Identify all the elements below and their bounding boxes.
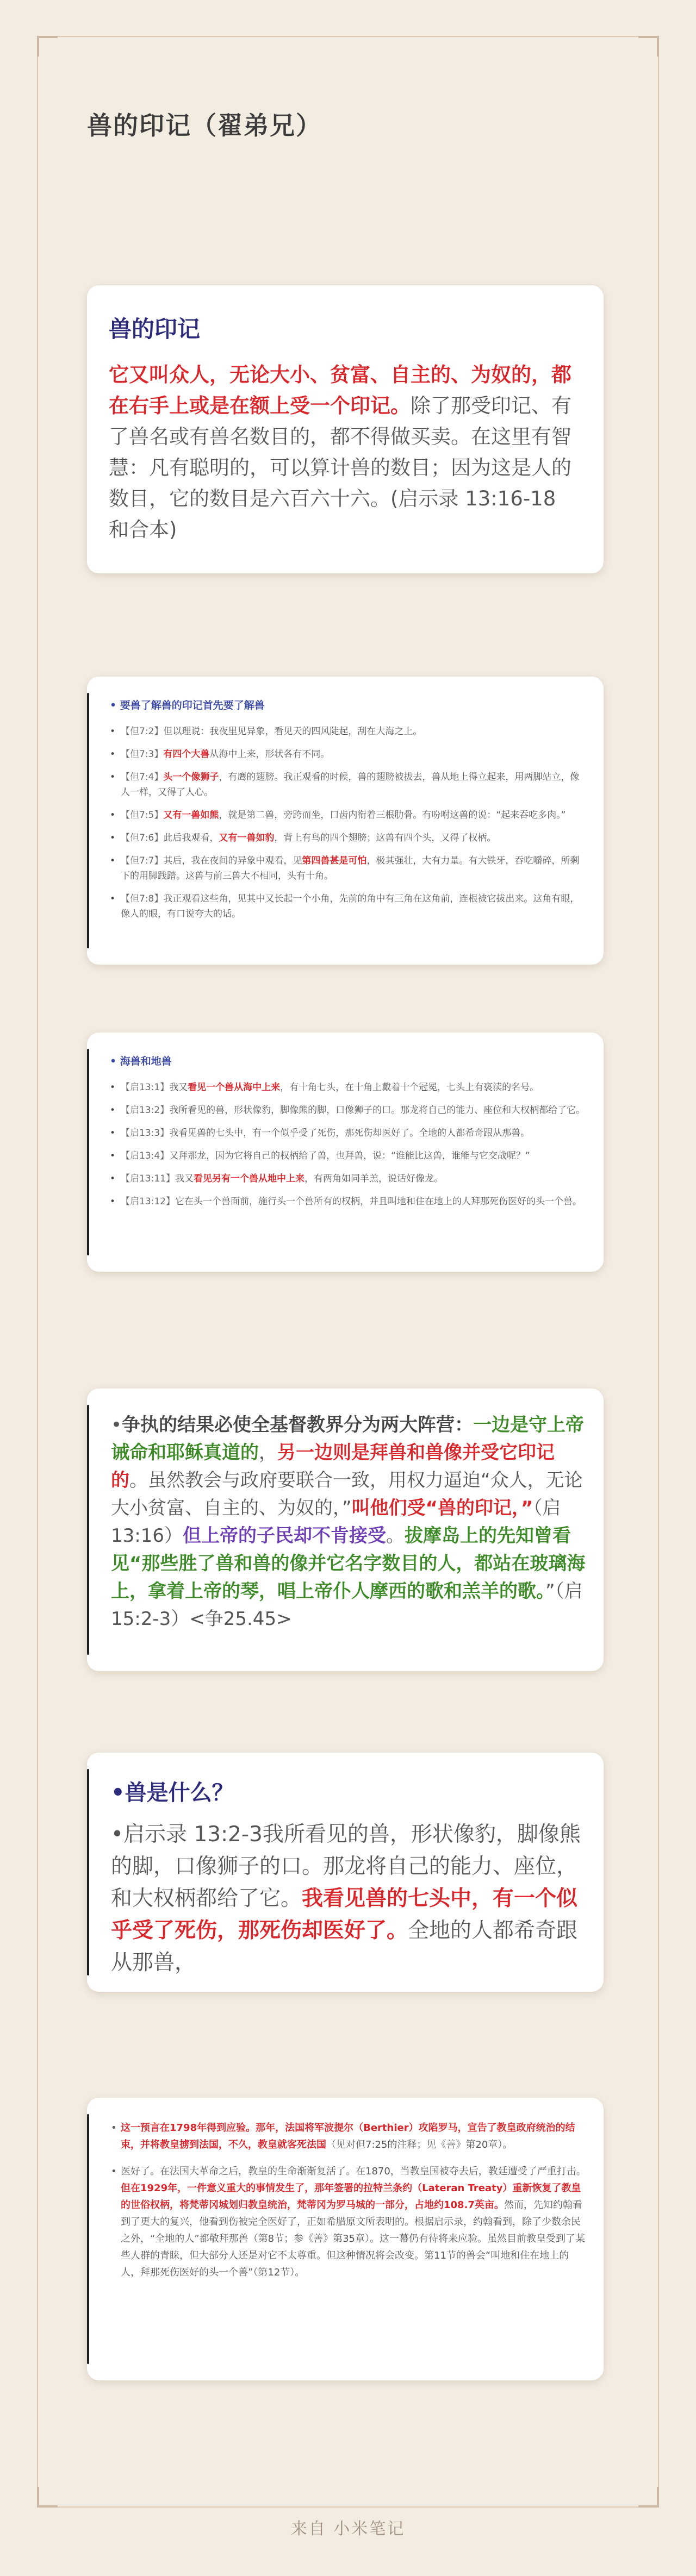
- image-card-daniel-beasts[interactable]: [87, 677, 604, 965]
- card-body: [109, 359, 582, 545]
- bullet-dot: •: [110, 699, 120, 711]
- verse-text: 我所看见的兽，形状像豹，脚像熊的脚，口像狮子的口。那龙将自己的能力、座位和大权柄都给了它。: [169, 1105, 586, 1116]
- verse-text: 此后我观看，: [163, 833, 219, 843]
- verse-text: ，有十角七头，在十角上戴着十个冠冕，七头上有亵渎的名号。: [280, 1082, 539, 1093]
- image-card-prophecy-fulfilled[interactable]: [87, 2098, 604, 2380]
- verse-text: 其后，我在夜间的异象中观看，见: [163, 855, 302, 866]
- highlight-text: “那些胜了兽和兽的像并它名字数目的人，都站在玻璃海上，拿着上帝的琴，唱上帝仆人摩西的歌和羔羊的歌。: [111, 1553, 586, 1602]
- verse-text: 我又: [175, 1173, 194, 1184]
- bullet-dot: •: [110, 855, 116, 866]
- bullet-dot: •: [110, 1173, 116, 1184]
- verse-line: [110, 891, 587, 922]
- bullet-dot: •: [110, 810, 116, 821]
- body-text: •启示录 13:2-3我所看见的兽，形状像豹，脚像熊的脚，口像狮子的口。那龙将自己的能力、座位，和大权柄都给了它。: [111, 1822, 581, 1911]
- verse-line: [110, 830, 587, 846]
- card-left-bar: [87, 693, 89, 948]
- body-text: 然而，先知约翰看到了更大的复兴，他看到伤被完全医好了，正如希腊原文所表明的。根据启示录，约翰看到，除了少数余民之外，“全地的人”都敬拜那兽（第8节；参《善》第35章）。这一幕仍有待将来应验。虽然目前教皇受到了某些人群的青睐，但大部分人还是对它不太尊重。但这种情况将会改变。第11节的兽会“叫地和住在地上的人，拜那死伤医好的头一个兽”（第12节）。: [121, 2199, 586, 2278]
- bullet-dot: •: [111, 2122, 117, 2134]
- image-card-what-is-beast[interactable]: [87, 1753, 604, 1992]
- paragraph: [111, 2163, 587, 2281]
- body-text: 医好了。在法国大革命之后，教皇的生命渐渐复活了。在1870，当教皇国被夺去后，教廷遭受了严重打击。: [121, 2166, 586, 2177]
- verse-highlight: 看见另有一个兽从地中上来: [194, 1173, 304, 1184]
- bullet-dot: •: [110, 1082, 116, 1093]
- verse-line: [110, 1080, 587, 1095]
- verse-line: [110, 724, 587, 739]
- verse-line: [110, 1194, 587, 1209]
- verse-list: [110, 724, 587, 922]
- bullet-dot: •: [110, 1055, 120, 1067]
- verse-text: 它在头一个兽面前，施行头一个兽所有的权柄，并且叫地和住在地上的人拜那死伤医好的头一个兽。: [175, 1196, 582, 1207]
- verse-text: ，就是第二兽，旁跨而坐，口齿内衔着三根肋骨。有吩咐这兽的说：“起来吞吃多肉。”: [219, 810, 566, 821]
- verse-text: 但以理说：我夜里见异象，看见天的四风陡起，刮在大海之上。: [163, 726, 422, 737]
- verse-highlight: 头一个像狮子: [163, 772, 219, 783]
- frame-corner-ornament: [638, 36, 659, 57]
- verse-line: [110, 1171, 587, 1186]
- verse-list: [110, 1080, 587, 1209]
- bullet-dot: •: [110, 1196, 116, 1207]
- verse-ref: 【但7:2】: [121, 726, 164, 737]
- verse-ref: 【启13:1】: [121, 1082, 170, 1093]
- verse-ref: 【但7:4】: [121, 772, 164, 783]
- body-text: （见对但7:25的注释；见《善》第20章）。: [326, 2139, 513, 2150]
- bullet-dot: •: [110, 726, 116, 737]
- body-text: 争执的结果必使全基督教界分为两大阵营：: [122, 1414, 474, 1436]
- verse-text: ，有鹰的翅膀。我正观看的时候，兽的翅膀被拔去，兽从地上得立起来，用两脚站立，像人一样，又得了人心。: [121, 772, 580, 798]
- verse-text: 从海中上来，形状各有不同。: [209, 749, 330, 760]
- verse-line: [110, 808, 587, 823]
- section-title: [110, 1053, 587, 1068]
- verse-line: [110, 770, 587, 800]
- verse-highlight: 有四个大兽: [163, 749, 210, 760]
- verse-line: [110, 853, 587, 884]
- body-text: 全地的人都希奇跟从那兽，: [111, 1918, 578, 1975]
- verse-ref: 【启13:4】: [121, 1151, 170, 1161]
- bullet-dot: •: [110, 749, 116, 760]
- section-title-text: 要兽了解兽的印记首先要了解兽: [120, 699, 265, 711]
- image-card-two-camps[interactable]: [87, 1389, 604, 1671]
- verse-text: ，有两角如同羊羔，说话好像龙。: [304, 1173, 443, 1184]
- verse-highlight: 第四兽甚是可怕: [302, 855, 367, 866]
- highlight-text: 一边是守上帝诫命和耶稣真道的: [111, 1414, 585, 1464]
- card-heading: 兽的印记: [109, 316, 201, 342]
- card-left-bar: [87, 1405, 89, 1655]
- card-left-bar: [87, 2114, 89, 2364]
- section-title-text: 海兽和地兽: [120, 1055, 172, 1067]
- section-title: [110, 697, 587, 712]
- frame-corner-ornament: [37, 2487, 58, 2508]
- verse-ref: 【启13:12】: [121, 1196, 175, 1207]
- highlight-text: 但上帝的子民却不肯接受: [182, 1525, 386, 1547]
- paragraph: [111, 2119, 587, 2153]
- verse-text: ，极其强壮，大有力量。有大铁牙，吞吃嚼碎，所剩下的用脚践踏。这兽与前三兽大不相同，头有十角。: [121, 855, 580, 881]
- verse-ref: 【但7:7】: [121, 855, 164, 866]
- verse-text: 我又: [169, 1082, 188, 1093]
- verse-highlight: 又有一兽如熊: [163, 810, 219, 821]
- highlight-text: 拔摩岛上的先知曾看见: [111, 1525, 571, 1574]
- verse-ref: 【启13:11】: [121, 1173, 175, 1184]
- verse-ref: 【但7:3】: [121, 749, 164, 760]
- highlight-text: 另一边则是拜兽和兽像并受它印记的: [111, 1442, 555, 1491]
- page-title: 兽的印记（翟弟兄）: [87, 111, 322, 140]
- bullet-dot: •: [110, 893, 116, 904]
- verse-line: [110, 1148, 587, 1164]
- card-body: [111, 1411, 587, 1633]
- bullet-dot: •: [110, 1151, 116, 1161]
- verse-ref: 【启13:3】: [121, 1128, 170, 1139]
- highlight-text: 但在1929年，一件意义重大的事情发生了，那年签署的拉特兰条约（Lateran Treaty）重新恢复了教皇的世俗权柄，将梵蒂冈城划归教皇统治，梵蒂冈为罗马城的一部分，占地约108.7英亩。: [121, 2183, 581, 2211]
- body-text: 除了那受印记、有了兽名或有兽名数目的，都不得做买卖。在这里有智慧：凡有聪明的，可以算计兽的数目；因为这是人的数目，它的数目是六百六十六。(启示录 13:16-18 和合本): [109, 394, 571, 541]
- highlight-text: 我看见兽的七头中，有一个似乎受了死伤，那死伤却医好了。: [111, 1886, 578, 1943]
- highlight-text: 这一预言在1798年得到应验。那年，法国将军波提尔（Berthier）攻陷罗马，宣告了教皇政府统治的结束，并将教皇掳到法国，不久，教皇就客死法国: [121, 2122, 575, 2150]
- body-text: ”（启15:2-3）<争25.45>: [111, 1580, 583, 1630]
- bullet-dot: •: [111, 1414, 122, 1436]
- body-text: ，: [259, 1442, 277, 1464]
- bullet-dot: •: [111, 2166, 117, 2177]
- image-card-sea-land-beast[interactable]: [87, 1033, 604, 1272]
- verse-ref: 【但7:8】: [121, 893, 164, 904]
- verse-ref: 【但7:6】: [121, 833, 164, 843]
- verse-text: 我正观看这些角，见其中又长起一个小角，先前的角中有三角在这角前，连根被它拔出来。这角有眼，像人的眼，有口说夸大的话。: [121, 893, 580, 920]
- bullet-dot: •: [110, 1128, 116, 1139]
- image-card-mark-of-beast[interactable]: [87, 285, 604, 573]
- verse-text: ，背上有鸟的四个翅膀；这兽有四个头，又得了权柄。: [274, 833, 496, 843]
- card-body: [111, 1818, 584, 1979]
- highlight-text: 它又叫众人，无论大小、贫富、自主的、为奴的，都在右手上或是在额上受一个印记。: [109, 363, 571, 417]
- verse-ref: 【启13:2】: [121, 1105, 170, 1116]
- card-heading: •兽是什么？: [111, 1780, 234, 1805]
- bullet-dot: •: [110, 1105, 116, 1116]
- frame-corner-ornament: [638, 2487, 659, 2508]
- body-text: 。: [386, 1525, 405, 1547]
- card-left-bar: [87, 1049, 89, 1255]
- verse-line: [110, 1103, 587, 1118]
- verse-text: 又拜那龙，因为它将自己的权柄给了兽，也拜兽，说：“谁能比这兽，谁能与它交战呢？”: [169, 1151, 530, 1161]
- frame-corner-ornament: [37, 36, 58, 57]
- body-text: 。虽然教会与政府要联合一致，用权力逼迫“众人，无论大小贫富、自主的、为奴的，”: [111, 1470, 583, 1519]
- verse-highlight: 又有一兽如豹: [219, 833, 275, 843]
- highlight-text: 叫他们受“兽的印记，”: [351, 1497, 533, 1519]
- verse-line: [110, 1126, 587, 1141]
- body-text: （启13:16）: [111, 1497, 561, 1547]
- footer-source: 来自 小米笔记: [290, 2519, 406, 2539]
- card-left-bar: [87, 1769, 89, 1975]
- verse-text: 我看见兽的七头中，有一个似乎受了死伤，那死伤却医好了。全地的人都希奇跟从那兽。: [169, 1128, 530, 1139]
- bullet-dot: •: [110, 772, 116, 783]
- verse-line: [110, 747, 587, 762]
- bullet-dot: •: [110, 833, 116, 843]
- verse-highlight: 看见一个兽从海中上来: [188, 1082, 281, 1093]
- verse-ref: 【但7:5】: [121, 810, 164, 821]
